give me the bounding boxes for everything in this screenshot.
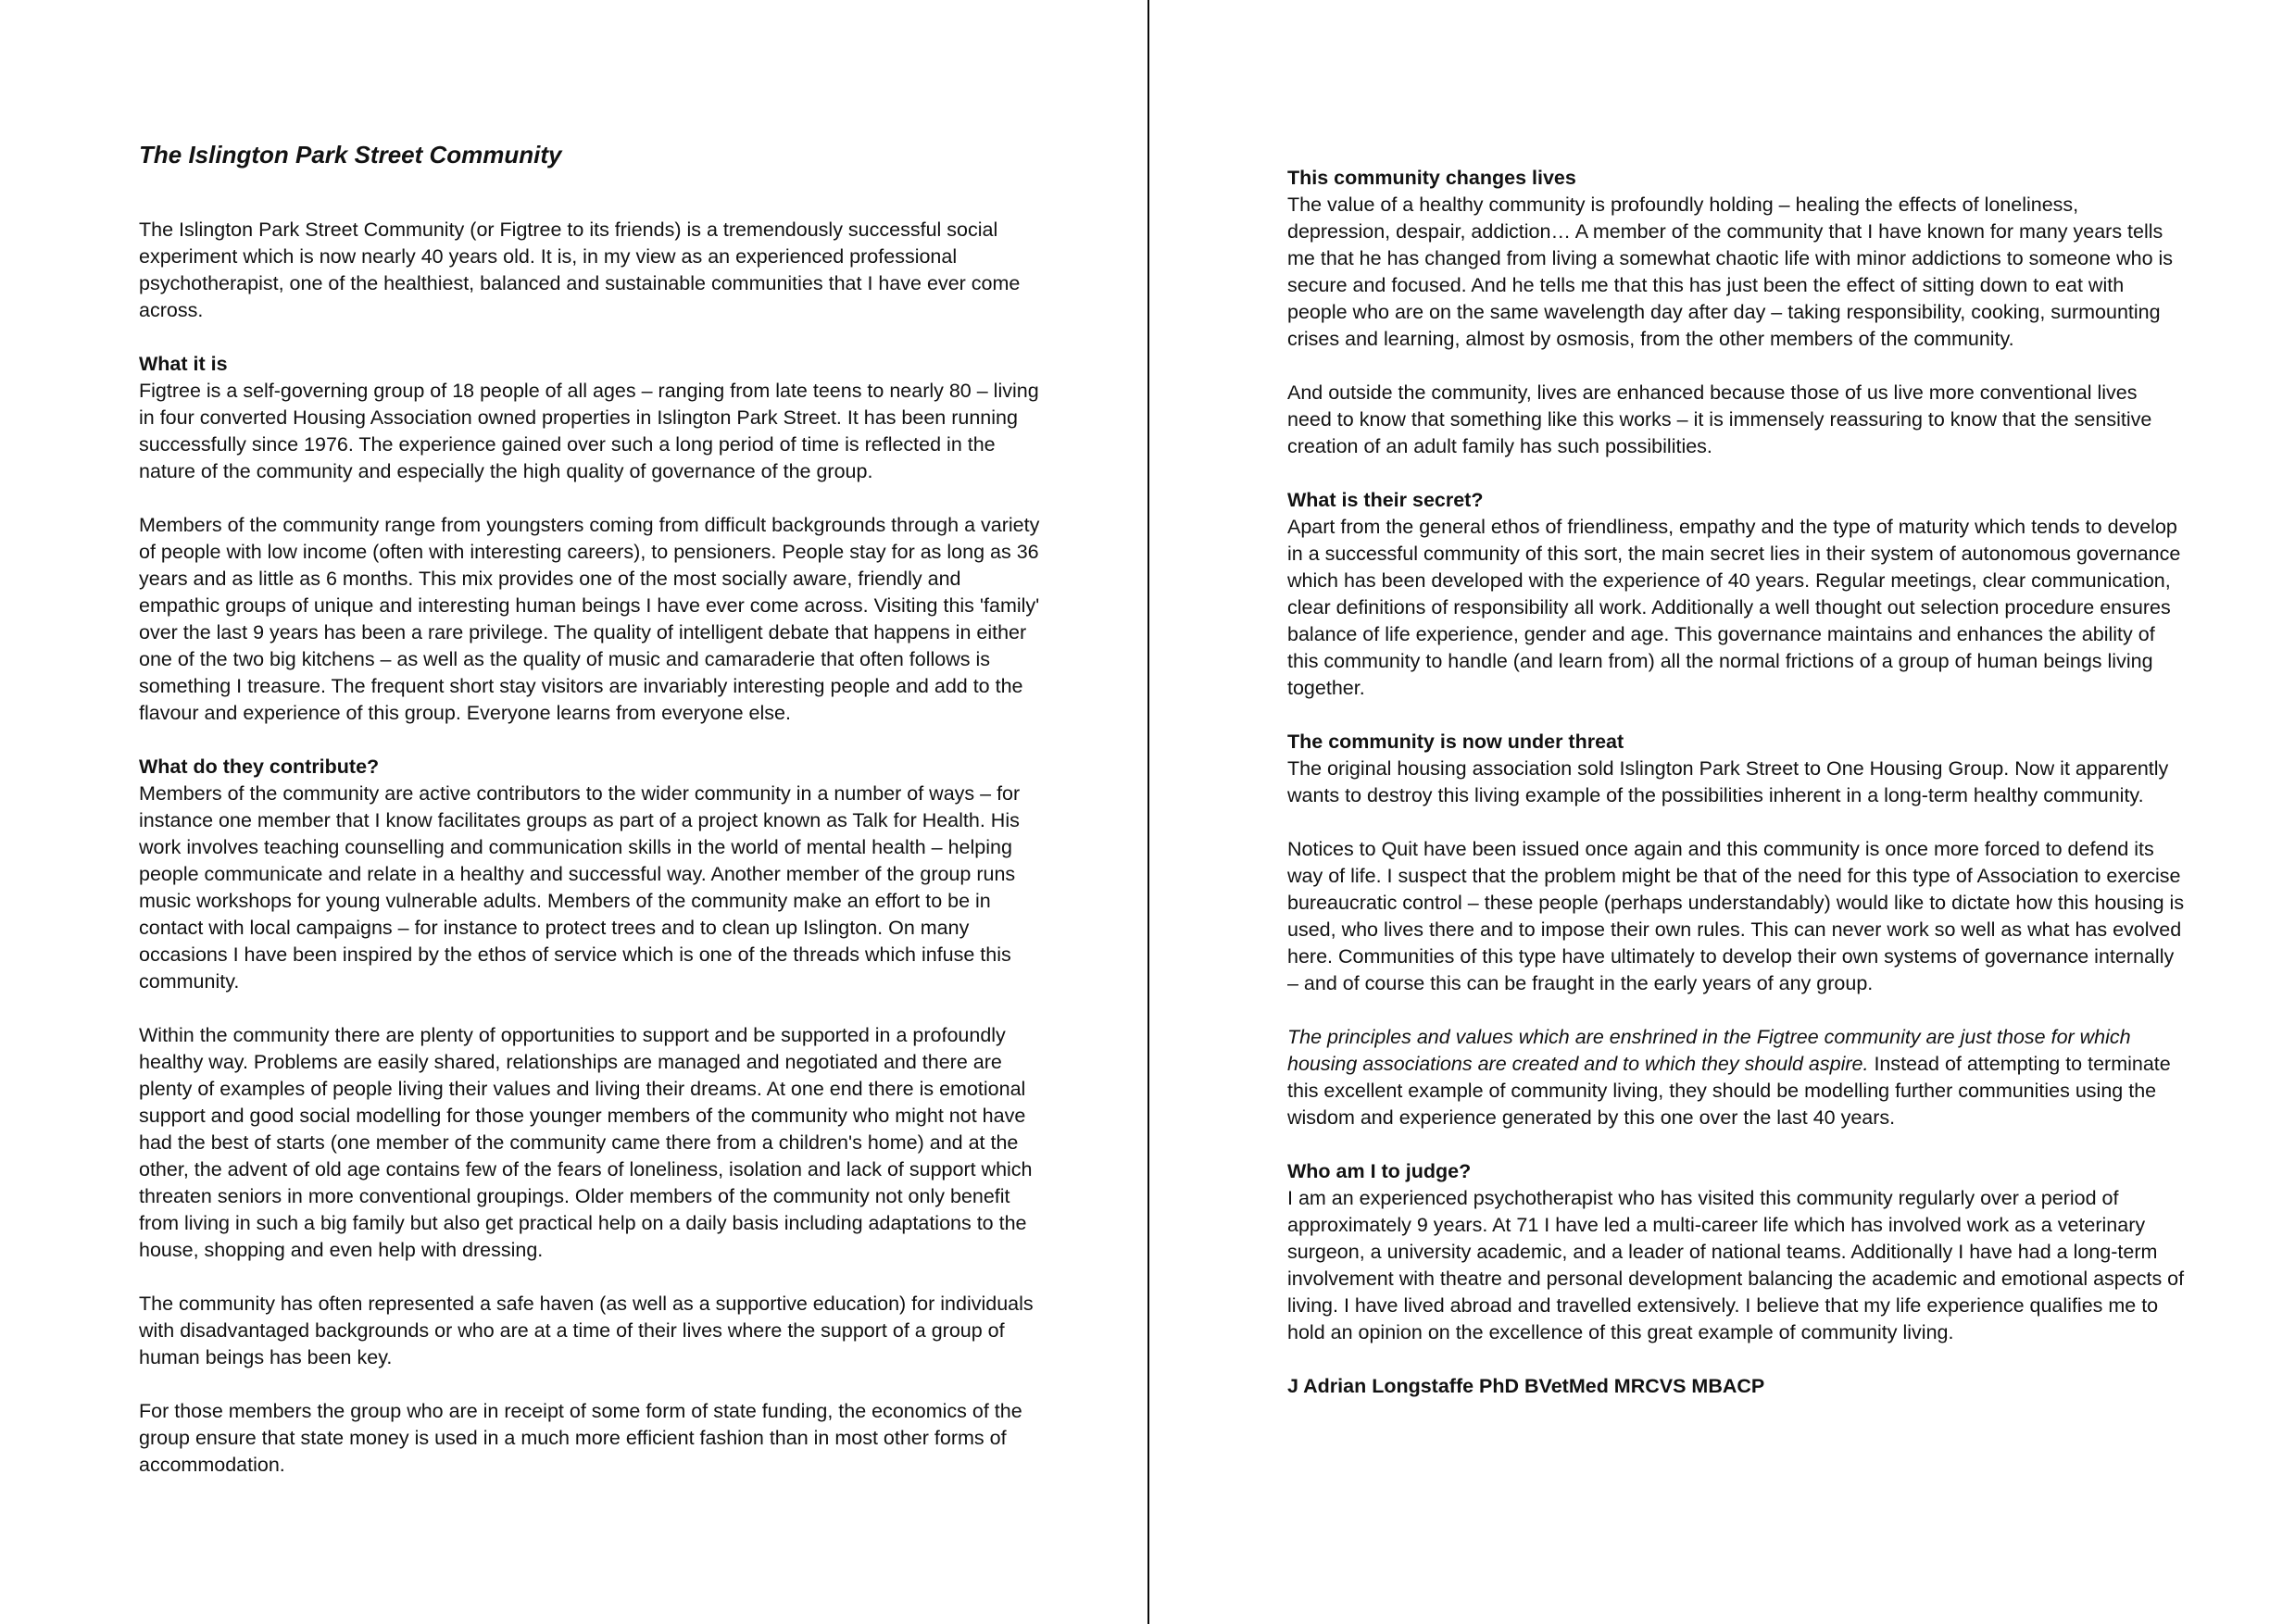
- paragraph-outside-community: And outside the community, lives are enhanced because those of us live more conventional lives need to know that something like this works – it is immensely reassuring to know that the sensitive creation of an adult family has such possibilities.: [1287, 381, 2152, 457]
- paragraph-judge: I am an experienced psychotherapist who has visited this community regularly over a period of approximately 9 years. At 71 I have led a multi-career life which has involved work as a veterinary surgeon, a university academic, and a leader of national teams. Additionally I have had a long-term involvement with theatre and personal development balancing the academic and emotional aspects of living. I have lived abroad and travelled extensively. I believe that my life experience qualifies me to hold an opinion on the excellence of this great example of community living.: [1287, 1187, 2185, 1343]
- paragraph-contribute: Members of the community are active contributors to the wider community in a number of ways – for instance one member that I know facilitates groups as part of a project known as Talk for Health. His work involves teaching counselling and communication skills in the world of mental health – helping people communicate and relate in a healthy and successful way. Another member of the group runs music workshops for young vulnerable adults. Members of the community make an effort to be in contact with local campaigns – for instance to protect trees and to clean up Islington. On many occasions I have been inspired by the ethos of service which is one of the threads which infuse this community.: [139, 782, 1021, 993]
- section-heading-threat: The community is now under threat: [1287, 731, 1624, 753]
- section-heading-contribute: What do they contribute?: [139, 756, 380, 778]
- section-heading-judge: Who am I to judge?: [1287, 1160, 1472, 1182]
- left-page: [139, 141, 1042, 1479]
- paragraph-threat: The original housing association sold Islington Park Street to One Housing Group. Now it apparently wants to destroy this living example of the possibilities inherent in a long-term healthy community.: [1287, 757, 2169, 806]
- page-divider: [1148, 0, 1149, 1624]
- principles-regular-text: Instead of attempting to terminate this excellent example of community living, they should be modelling further communities using the wisdom and experience generated by this one over the last 40 years.: [1287, 1053, 2171, 1129]
- section-heading-secret: What is their secret?: [1287, 489, 1484, 511]
- paragraph-secret: Apart from the general ethos of friendliness, empathy and the type of maturity which tends to develop in a successful community of this sort, the main secret lies in their system of autonomous governance which has been developed with the experience of 40 years. Regular meetings, clear communication, clear definitions of responsibility all work. Additionally a well thought out selection procedure ensures balance of life experience, gender and age. This governance maintains and enhances the ability of this community to handle (and learn from) all the normal frictions of a group of human beings living together.: [1287, 516, 2181, 699]
- paragraph-what-it-is: Figtree is a self-governing group of 18 people of all ages – ranging from late teens to nearly 80 – living in four converted Housing Association owned properties in Islington Park Street. It has been running successfully since 1976. The experience gained over such a long period of time is reflected in the nature of the community and especially the high quality of governance of the group.: [139, 380, 1039, 482]
- author-signature: J Adrian Longstaffe PhD BVetMed MRCVS MBACP: [1287, 1375, 1765, 1397]
- paragraph-principles: [1287, 1024, 2186, 1131]
- page-title: The Islington Park Street Community: [139, 141, 562, 169]
- section-heading-changes-lives: This community changes lives: [1287, 167, 1576, 189]
- paragraph-changes-lives: The value of a healthy community is profoundly holding – healing the effects of loneliness, depression, despair, addiction… A member of the community that I have known for many years tells me that he has changed from living a somewhat chaotic life with minor addictions to someone who is secure and focused. And he tells me that this has just been the effect of sitting down to eat with people who are on the same wavelength day after day – taking responsibility, cooking, surmounting crises and learning, almost by osmosis, from the other members of the community.: [1287, 194, 2174, 350]
- paragraph-state-funding: For those members the group who are in receipt of some form of state funding, the economics of the group ensure that state money is used in a much more efficient fashion than in most other forms of accommodation.: [139, 1400, 1022, 1476]
- paragraph-notices-to-quit: Notices to Quit have been issued once again and this community is once more forced to defend its way of life. I suspect that the problem might be that of the need for this type of Association to exercise bureaucratic control – these people (perhaps understandably) would like to dictate how this housing is used, who lives there and to impose their own rules. This can never work so well as what has evolved here. Communities of this type have ultimately to develop their own systems of governance internally – and of course this can be fraught in the early years of any group.: [1287, 838, 2185, 994]
- paragraph-members-range: Members of the community range from youngsters coming from difficult backgrounds through a variety of people with low income (often with interesting careers), to pensioners. People stay for as long as 36 years and as little as 6 months. This mix provides one of the most socially aware, friendly and empathic groups of unique and interesting human beings I have ever come across. Visiting this 'family' over the last 9 years has been a rare privilege. The quality of intelligent debate that happens in either one of the two big kitchens – as well as the quality of music and camaraderie that often follows is something I treasure. The frequent short stay visitors are invariably interesting people and add to the flavour and experience of this group. Everyone learns from everyone else.: [139, 514, 1040, 724]
- paragraph-safe-haven: The community has often represented a safe haven (as well as a supportive education) for individuals with disadvantaged backgrounds or who are at a time of their lives where the support of a group of human beings has been key.: [139, 1293, 1034, 1368]
- paragraph-support: Within the community there are plenty of opportunities to support and be supported in a profoundly healthy way. Problems are easily shared, relationships are managed and negotiated and there are plenty of examples of people living their values and living their dreams. At one end there is emotional support and good social modelling for those younger members of the community who might not have had the best of starts (one member of the community came there from a children's home) and at the other, the advent of old age contains few of the fears of loneliness, isolation and lack of support which threaten seniors in more conventional groupings. Older members of the community not only benefit from living in such a big family but also get practical help on a daily basis including adaptations to the house, shopping and even help with dressing.: [139, 1024, 1033, 1261]
- right-page: [1287, 165, 2186, 1400]
- principles-italic-text: The principles and values which are enshrined in the Figtree community are just those for which housing associations are created and to which they should aspire.: [1287, 1026, 2131, 1075]
- intro-paragraph: The Islington Park Street Community (or Figtree to its friends) is a tremendously successful social experiment which is now nearly 40 years old. It is, in my view as an experienced professional psychotherapist, one of the healthiest, balanced and sustainable communities that I have ever come across.: [139, 219, 1021, 321]
- section-heading-what-it-is: What it is: [139, 353, 228, 375]
